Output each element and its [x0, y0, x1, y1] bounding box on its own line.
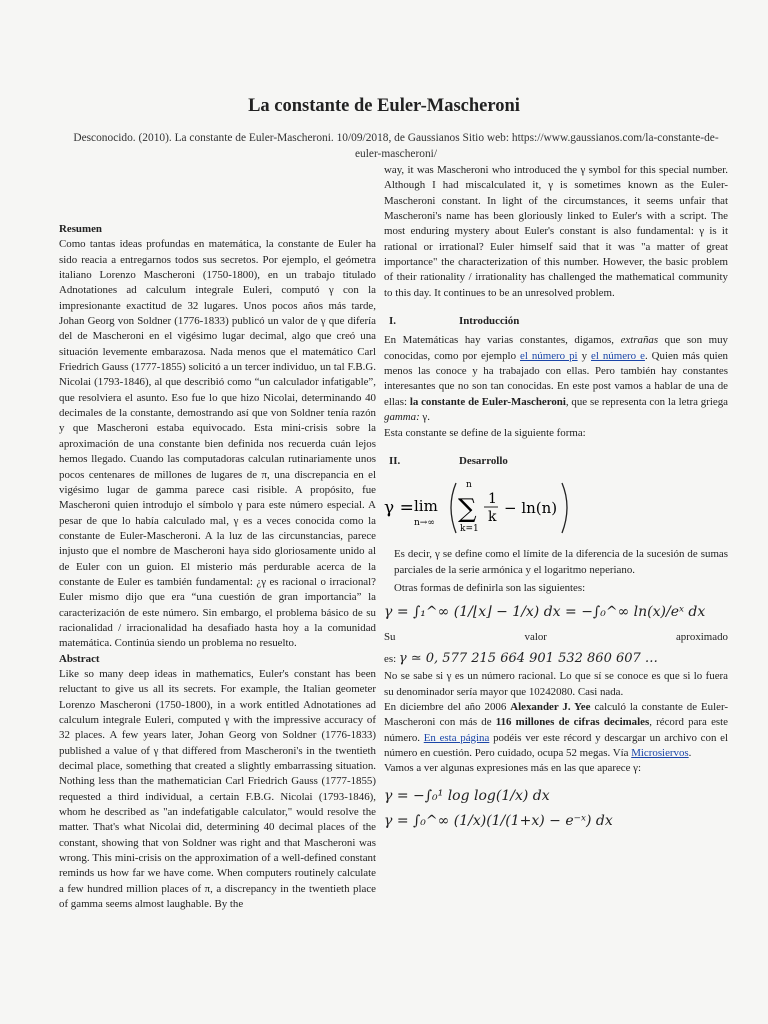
intro-text: En Matemáticas hay varias constantes, digamos,: [384, 334, 621, 347]
intro-paragraph: [384, 333, 728, 425]
equation-loglog: γ = −∫₀¹ log log(1/x) dx: [384, 787, 550, 804]
intro-text: . Quien más quien menos las conoce y ha trabajado con ellas. Pero también hay constantes interesantes que no son tan conocidas. En este post vamos a hablar de una de ellas:: [384, 349, 728, 408]
record-bold: 116 millones de cifras decimales: [495, 716, 650, 729]
approx-value-line: [384, 651, 728, 667]
eq1-denominator: k: [488, 509, 497, 526]
link-esta-pagina[interactable]: En esta página: [423, 731, 490, 744]
equation-limit-definition: [384, 473, 728, 541]
section-introduccion-heading: [384, 314, 728, 329]
intro-text: y: [577, 349, 592, 362]
record-text: podéis ver este récord y descargar un archivo con el número en cuestión. Pero cuidado, ocupa 52 megas. Vía: [384, 731, 728, 759]
vamos-line: Vamos a ver algunas expresiones más en las que aparece γ:: [384, 762, 642, 775]
es-label: es:: [384, 652, 397, 665]
section-title: Desarrollo: [459, 454, 508, 467]
eq1-lim-sub: n→∞: [414, 518, 435, 529]
eq1-right-paren: [562, 483, 567, 533]
record-text: En diciembre del año 2006: [384, 700, 511, 713]
eq1-sum-bottom: k=1: [460, 524, 479, 535]
record-text: , récord para este número.: [384, 716, 728, 744]
eq1-sum-top: n: [466, 480, 472, 491]
valor-aproximado-row: [384, 630, 728, 645]
section-title: Introducción: [459, 315, 520, 328]
section-desarrollo-heading: [384, 454, 728, 469]
resumen-text: Como tantas ideas profundas en matemática, la constante de Euler ha sido reacia a entregarnos todos sus secretos. Por ejemplo, el geómetra italiano Lorenzo Mascheroni (1750-1800), en un trabajo titulado Adnotationes ad calculum integrale Euleri, computó γ con la impresionante exactitud de 32 lugares. Unos pocos años más tarde, Johan Georg von Soldner (1776-1833) publicó un valor de γ que difería del de Mascheroni en el vigésimo lugar decimal, algo que creó una situación levemente embarazosa. Nada menos que el matemático Carl Friedrich Gauss (1777-1855) solicitó a un tercer individuo, un tal F.B.G. Nicolai (1793-1846), al que describió como “un calculador infatigable”, que resolviera el asunto. Eso fue lo que hizo Nicolai, determinando 40 decimales de la constante, demostrando así que von Soldner tenía razón y que Mascheroni estaba equivocado. Esta mini-crisis sobre la aproximación de una constante bien definida nos recuerda cuán lejos hemos llegado. Cuando las computadoras calculan rutinariamente unos pocos centenares de millones de lugares de π, una discrepancia en el vigésimo lugar de gamma parece casi risible. A propósito, fue Mascheroni quien introdujo el símbolo γ para este número especial. A pesar de que lo había calculado mal, γ es a veces conocida como la constante de Euler-Mascheroni. A la luz de las circunstancias, parece injusto que el nombre de Mascheroni haya sido gloriosamente unido al de Euler con un guion. El misterio más perdurable acerca de la constante de Euler es también fundamental: ¿γ es racional o irracional? Euler mismo dijo que era “una cuestión de gran importancia” la caracterización de este número. Sin embargo, el problema básico de su racionalidad / irracionalidad ha desafiado hasta hoy a la comunidad matemática. Continúa siendo un problema no resuelto.: [59, 238, 376, 650]
definition-line: Esta constante se define de la siguiente forma:: [384, 426, 586, 439]
otras-formas-line: Otras formas de definirla son las siguientes:: [394, 581, 586, 594]
right-column: [384, 163, 728, 829]
intro-gamma-word: gamma:: [384, 411, 420, 424]
es-decir-paragraph: Es decir, γ se define como el límite de la diferencia de la sucesión de sumas parciales de la serie armónica y el logaritmo neperiano.: [394, 548, 728, 576]
abstract-heading: Abstract: [59, 652, 100, 665]
link-numero-e[interactable]: el número e: [591, 349, 645, 362]
intro-emphasis: extrañas: [620, 334, 659, 347]
intro-text: que son muy conocidas, como por ejemplo: [384, 334, 728, 362]
gamma-approx-value: γ ≃ 0, 577 215 664 901 532 860 607 …: [398, 650, 658, 666]
record-text: .: [688, 746, 692, 759]
record-author: Alexander J. Yee: [510, 700, 591, 713]
link-microsiervos[interactable]: Microsiervos: [631, 746, 689, 759]
word-aproximado: aproximado: [675, 630, 728, 643]
record-paragraph: [384, 700, 728, 761]
left-column: [59, 222, 376, 912]
eq1-tail: − ln(n): [504, 499, 558, 518]
equation-exp-integral: γ = ∫₀^∞ (1/x)(1/(1+x) − e⁻ˣ) dx: [384, 813, 613, 829]
link-numero-pi[interactable]: el número pi: [520, 349, 578, 362]
section-number: II.: [389, 454, 401, 467]
eq1-lim: lim: [414, 497, 438, 516]
section-number: I.: [389, 315, 396, 328]
eq1-sigma: ∑: [458, 494, 477, 525]
eq1-left-paren: [451, 483, 456, 533]
word-valor: valor: [524, 630, 547, 643]
gamma-symbol: γ.: [419, 411, 430, 424]
word-su: Su: [384, 630, 396, 643]
resumen-heading: Resumen: [59, 223, 102, 235]
racional-paragraph: No se sabe si γ es un número racional. Lo que sí se conoce es que si lo fuera su denominador sería mayor que 10242080. Casi nada.: [384, 670, 728, 698]
intro-text: , que se representa con la letra griega: [565, 395, 728, 408]
record-text: calculó la constante de Euler-Mascheroni con más de: [384, 700, 728, 729]
equation-integral-forms: γ = ∫₁^∞ (1/⌊x⌋ − 1/x) dx = −∫₀^∞ ln(x)/eˣ dx: [384, 604, 706, 621]
eq1-lhs: γ =: [384, 498, 414, 519]
abstract-continuation: way, it was Mascheroni who introduced the γ symbol for this special number. Although I had miscalculated it, γ is sometimes known as the Euler-Mascheroni constant. In light of the circumstances, it seems unfair that Mascheroni's name has been gloriously linked to Euler's with a script. The most enduring mystery about Euler's constant is also fundamental: γ is it rational or irrational? Euler himself said that it was "a matter of great importance" the characterization of this number. However, the basic problem of their rationality / irrationality has challenged the mathematical community to this day. It continues to be an unresolved problem.: [384, 164, 728, 299]
eq1-numerator: 1: [488, 491, 497, 508]
intro-bold: la constante de Euler-Mascheroni: [409, 395, 566, 408]
citation: Desconocido. (2010). La constante de Euler-Mascheroni. 10/09/2018, de Gaussianos Sitio web: https://www.gaussianos.com/la-constante-de-euler-mascheroni/: [73, 132, 719, 160]
abstract-text: Like so many deep ideas in mathematics, Euler's constant has been reluctant to give us all its secrets. For example, the Italian geometer Lorenzo Mascheroni (1750-1800), in a work entitled Adnotationes ad calculum integrale Euleri, computed γ with the impressive accuracy of 32 places. A few years later, Johan Georg von Soldner (1776-1833) published a value of γ that differed from Mascheroni's in the twentieth decimal place, something that created a slightly embarrassing situation. Nothing less than the mathematician Carl Friedrich Gauss (1777-1855) requested a third individual, a certain F.B.G. Nicolai (1793-1846), whom he described as "an indefatigable calculator," would resolve the matter. That's what Nicolai did, determining 40 decimal places of the constant, showing that von Soldner was right and that Mascheroni was wrong. This mini-crisis on the approximation of a well-defined constant reminds us how far we have come. When computers routinely calculate a few hundred million places of π, a discrepancy in the twentieth place of gamma seems almost laughable. By the: [59, 667, 376, 911]
paper-title: La constante de Euler-Mascheroni: [248, 96, 520, 116]
